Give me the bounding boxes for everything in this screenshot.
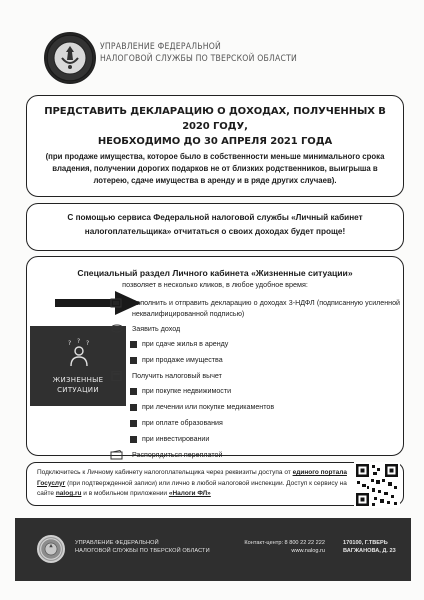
bullet-square-icon xyxy=(130,420,137,427)
document-stack-icon xyxy=(110,298,124,308)
list-item-label: при инвестировании xyxy=(142,435,210,443)
bullet-square-icon xyxy=(130,404,137,411)
list-item-education[interactable] xyxy=(110,418,400,429)
list-item-label: при оплате образования xyxy=(142,419,223,427)
list-item-medical[interactable] xyxy=(110,402,400,413)
footer-org xyxy=(75,539,215,555)
life-situations-section xyxy=(26,256,404,459)
access-info xyxy=(26,462,404,506)
footer-contact xyxy=(215,539,325,555)
list-item-label: при сдаче жилья в аренду xyxy=(142,340,229,348)
mobile-app-link[interactable]: «Налоги ФЛ» xyxy=(168,490,211,498)
nalog-site-link[interactable]: nalog.ru xyxy=(55,490,82,498)
situations-subheading: позволяет в несколько кликов, в любое удобное время: xyxy=(122,280,308,289)
list-item-label: при покупке недвижимости xyxy=(142,387,232,395)
footer-bar xyxy=(15,518,411,581)
footer-address-line1: 170100, Г.ТВЕРЬ xyxy=(343,540,388,546)
notice-title-line1: ПРЕДСТАВИТЬ ДЕКЛАРАЦИЮ О ДОХОДАХ, ПОЛУЧЕННЫХ В 2020 ГОДУ, xyxy=(44,106,386,132)
footer-phone: Контакт-центр: 8 800 22 22 222 xyxy=(244,540,325,546)
access-text-part3: и в мобильном приложении xyxy=(81,490,169,498)
service-callout xyxy=(26,203,404,251)
list-item-label: Заявить доход xyxy=(132,325,181,333)
situations-heading: Специальный раздел Личного кабинета «Жизненные ситуации» xyxy=(77,268,353,278)
header-title-line2: НАЛОГОВОЙ СЛУЖБЫ ПО ТВЕРСКОЙ ОБЛАСТИ xyxy=(100,54,298,64)
tile-label-line1: ЖИЗНЕННЫЕ xyxy=(52,376,104,384)
declaration-notice xyxy=(26,95,404,197)
service-text: С помощью сервиса Федеральной налоговой службы «Личный кабинет налогоплательщика» отчитаться о своих доходах будет проще! xyxy=(67,213,363,236)
bullet-square-icon xyxy=(130,357,137,364)
list-item-realty[interactable] xyxy=(110,386,400,397)
person-question-icon xyxy=(64,338,94,368)
tax-service-emblem-icon xyxy=(37,535,65,563)
list-item-label: Получить налоговый вычет xyxy=(132,372,222,380)
footer-website-link[interactable]: www.nalog.ru xyxy=(291,548,325,554)
tax-service-emblem-icon xyxy=(44,32,96,84)
wallet-icon xyxy=(110,450,124,460)
list-item-rent[interactable] xyxy=(110,339,400,350)
list-item-investing[interactable] xyxy=(110,434,400,445)
header-title xyxy=(100,41,400,65)
bullet-square-icon xyxy=(130,388,137,395)
list-item-label: Заполнить и отправить декларацию о доходах 3-НДФЛ (подписанную усиленной неквалифицированной подписью) xyxy=(132,299,400,318)
list-item-declare-income[interactable] xyxy=(110,324,400,335)
footer-org-line2: НАЛОГОВОЙ СЛУЖБЫ ПО ТВЕРСКОЙ ОБЛАСТИ xyxy=(75,548,210,554)
list-item-sale[interactable] xyxy=(110,355,400,366)
svg-text:?: ? xyxy=(77,338,81,345)
footer-address-line2: ВАГЖАНОВА, Д. 23 xyxy=(343,548,396,554)
access-text-part1: Подключитесь к Личному кабинету налогоплательщика через реквизиты доступа от xyxy=(37,469,293,476)
footer-address xyxy=(343,539,403,555)
svg-text:?: ? xyxy=(68,340,72,347)
list-item-label: Распорядиться переплатой xyxy=(132,451,223,459)
list-item-tax-deduction[interactable] xyxy=(110,371,400,382)
tile-label-line2: СИТУАЦИИ xyxy=(57,386,99,394)
bullet-square-icon xyxy=(130,341,137,348)
coins-icon xyxy=(110,324,124,334)
page-header xyxy=(14,24,410,92)
notice-title-line2: НЕОБХОДИМО ДО 30 АПРЕЛЯ 2021 ГОДА xyxy=(97,136,333,147)
access-info-text xyxy=(37,468,361,500)
list-item-declaration[interactable] xyxy=(110,298,400,322)
list-item-label: при продаже имущества xyxy=(142,356,223,364)
gosuslugi-link[interactable]: единого портала Госуслуг xyxy=(37,469,347,487)
situations-list xyxy=(110,298,400,461)
list-item-label: при лечении или покупке медикаментов xyxy=(142,403,275,411)
header-title-line1: УПРАВЛЕНИЕ ФЕДЕРАЛЬНОЙ xyxy=(100,42,222,52)
svg-text:?: ? xyxy=(86,340,90,347)
notice-body: (при продаже имущества, которое было в собственности меньше минимального срока владения, получении дорогих подарков не от близких родственников, выигрыша в лотерею, сдаче имущества в аренду и в ряде других случаев). xyxy=(45,152,385,185)
access-text-part2: (при подтвержденной записи) или лично в любой налоговой инспекции. Доступ к сервису на сайте xyxy=(37,479,347,498)
bullet-square-icon xyxy=(130,436,137,443)
footer-org-line1: УПРАВЛЕНИЕ ФЕДЕРАЛЬНОЙ xyxy=(75,540,159,546)
list-item-overpayment[interactable] xyxy=(110,450,400,461)
qr-code-icon[interactable] xyxy=(354,462,400,508)
calculator-icon xyxy=(110,371,124,381)
